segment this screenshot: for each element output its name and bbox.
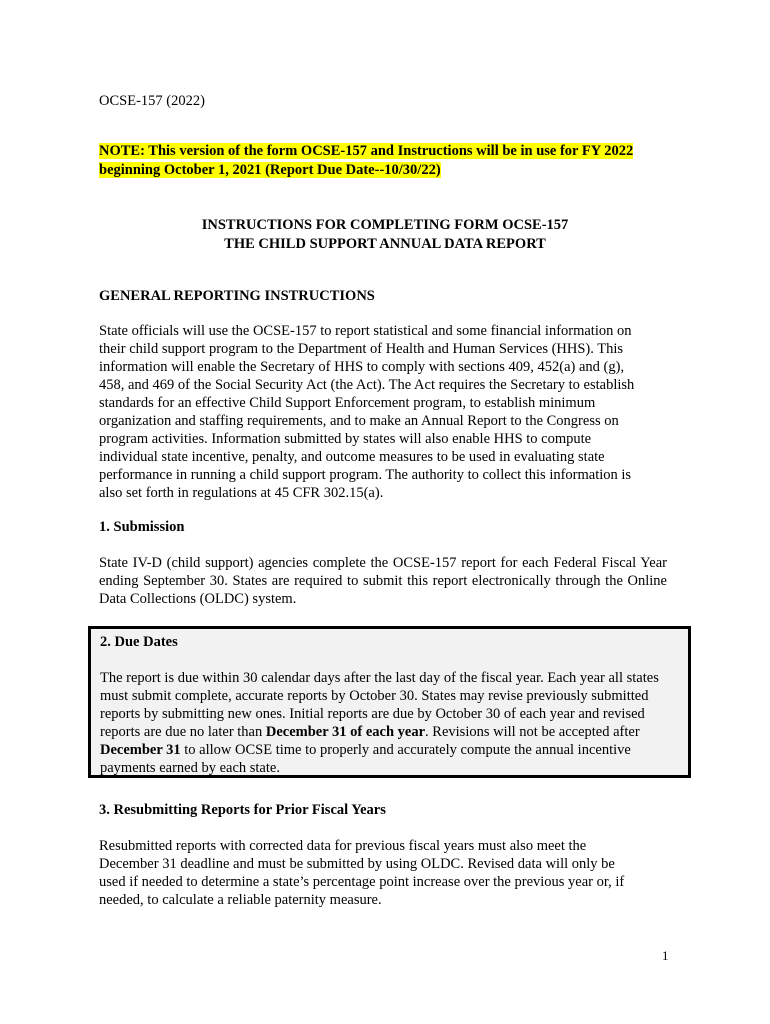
general-line: individual state incentive, penalty, and outcome measures to be used in evaluating state <box>99 449 605 465</box>
due-dates-text: The report is due within 30 calendar days after the last day of the fiscal year. Each year all states must submit complete, accurate reports by October 30. States may revise previously submitted reports by submitting new ones. Initial reports are due by October 30 of each year and revised reports are due no later than <box>100 670 659 740</box>
form-id: OCSE-157 (2022) <box>99 93 205 109</box>
general-paragraph <box>99 322 699 502</box>
page-number: 1 <box>662 948 669 963</box>
submission-paragraph: State IV-D (child support) agencies complete the OCSE-157 report for each Federal Fiscal Year ending September 30. States are required to submit this report electronically through the Online Data Collections (OLDC) system. <box>99 555 667 607</box>
due-dates-deadline: December 31 of each year <box>265 724 426 740</box>
resubmitting-line: December 31 deadline and must be submitted by using OLDC. Revised data will only be <box>99 856 615 872</box>
general-line: also set forth in regulations at 45 CFR 302.15(a). <box>99 485 384 501</box>
due-dates-paragraph <box>100 669 680 777</box>
general-line: information will enable the Secretary of HHS to comply with sections 409, 452(a) and (g), <box>99 359 625 375</box>
note-line-1: NOTE: This version of the form OCSE-157 and Instructions will be in use for FY 2022 <box>99 143 634 159</box>
due-dates-text: . Revisions will not be accepted after <box>425 724 640 740</box>
resubmitting-line: used if needed to determine a state’s percentage point increase over the previous year or, if <box>99 874 625 890</box>
general-line: State officials will use the OCSE-157 to report statistical and some financial information on <box>99 323 632 339</box>
note-highlight <box>99 142 633 180</box>
general-line: performance in running a child support program. The authority to collect this information is <box>99 467 632 483</box>
title-line-1: INSTRUCTIONS FOR COMPLETING FORM OCSE-157 <box>201 217 569 233</box>
due-dates-text: to allow OCSE time to properly and accurately compute the annual incentive payments earned by each state. <box>100 742 631 776</box>
resubmitting-line: needed, to calculate a reliable paternity measure. <box>99 892 382 908</box>
general-line: 458, and 469 of the Social Security Act (the Act). The Act requires the Secretary to establish <box>99 377 635 393</box>
general-line: organization and staffing requirements, and to make an Annual Report to the Congress on <box>99 413 619 429</box>
resubmitting-line: Resubmitted reports with corrected data for previous fiscal years must also meet the <box>99 838 587 854</box>
general-line: standards for an effective Child Support Enforcement program, to establish minimum <box>99 395 596 411</box>
general-line: their child support program to the Department of Health and Human Services (HHS). This <box>99 341 624 357</box>
due-dates-cutoff: December 31 <box>100 742 181 758</box>
title-line-2: THE CHILD SUPPORT ANNUAL DATA REPORT <box>224 236 546 252</box>
resubmitting-paragraph <box>99 837 679 909</box>
submission-heading: 1. Submission <box>99 519 185 535</box>
document-title <box>0 216 770 254</box>
resubmitting-heading: 3. Resubmitting Reports for Prior Fiscal Years <box>99 802 386 818</box>
due-dates-box <box>88 626 691 778</box>
general-heading: GENERAL REPORTING INSTRUCTIONS <box>99 288 375 304</box>
due-dates-heading: 2. Due Dates <box>100 634 178 650</box>
general-line: program activities. Information submitted by states will also enable HHS to compute <box>99 431 592 447</box>
note-line-2: beginning October 1, 2021 (Report Due Date--10/30/22) <box>99 162 441 178</box>
